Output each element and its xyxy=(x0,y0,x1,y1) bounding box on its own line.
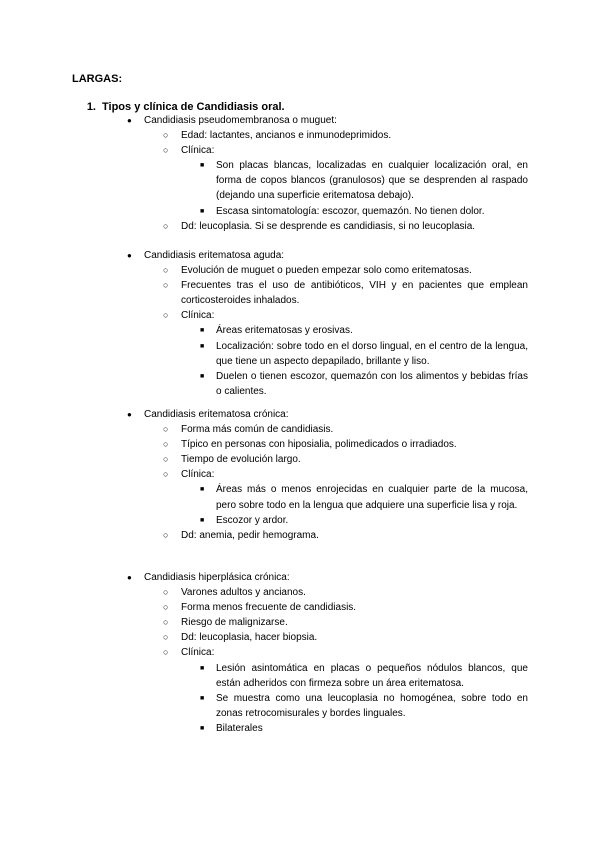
section-title: Candidiasis eritematosa aguda: xyxy=(144,250,285,261)
list-text: Dd: leucoplasia. Si se desprende es candidiasis, si no leucoplasia. xyxy=(181,220,476,232)
list-item xyxy=(0,113,600,128)
list-item xyxy=(0,630,600,645)
list-text: Evolución de muguet o pueden empezar solo como eritematosas. xyxy=(181,265,472,277)
list-item xyxy=(0,128,600,143)
list-text: Típico en personas con hiposialia, polimedicados o irradiados. xyxy=(181,439,457,451)
list-item xyxy=(0,585,600,600)
list-text: Duelen o tienen escozor, quemazón con los alimentos y bebidas frías o calientes. xyxy=(216,370,528,397)
list-text: Forma más común de candidiasis. xyxy=(181,424,334,436)
circle-bullet-icon: ○ xyxy=(163,602,169,613)
list-item xyxy=(0,437,600,452)
circle-bullet-icon: ○ xyxy=(163,617,169,628)
square-bullet-icon: ■ xyxy=(200,724,205,732)
list-item xyxy=(0,691,600,721)
list-text: Forma menos frecuente de candidiasis. xyxy=(181,602,357,614)
circle-bullet-icon: ○ xyxy=(163,220,169,231)
square-bullet-icon: ■ xyxy=(200,207,205,215)
section-title: Candidiasis pseudomembranosa o muguet: xyxy=(144,115,337,126)
list-item xyxy=(0,339,600,369)
list-text: Clínica: xyxy=(181,647,215,659)
list-item xyxy=(0,263,600,278)
list-item xyxy=(0,570,600,585)
list-text: Escozor y ardor. xyxy=(216,514,289,526)
list-item xyxy=(0,721,600,736)
list-item xyxy=(0,645,600,660)
disc-bullet-icon: ● xyxy=(127,410,132,419)
list-text: Dd: anemia, pedir hemograma. xyxy=(181,529,319,541)
list-item xyxy=(0,661,600,691)
list-item xyxy=(0,204,600,219)
section-pseudomembranosa xyxy=(0,113,600,234)
circle-bullet-icon: ○ xyxy=(163,310,169,321)
list-item xyxy=(0,278,600,308)
circle-bullet-icon: ○ xyxy=(163,454,169,465)
list-item xyxy=(0,323,600,338)
item-number: 1. xyxy=(86,101,96,113)
list-item xyxy=(0,248,600,263)
list-text: Edad: lactantes, ancianos e inmunodeprimidos. xyxy=(181,130,392,142)
section-hiperplasica-cronica xyxy=(0,570,600,736)
disc-bullet-icon: ● xyxy=(127,573,132,582)
list-text: Lesión asintomática en placas o pequeños nódulos blancos, que están adheridos con firmeza sobre un área eritematosa. xyxy=(216,662,528,689)
list-text: Tiempo de evolución largo. xyxy=(181,454,301,466)
circle-bullet-icon: ○ xyxy=(163,145,169,156)
section-title: Candidiasis hiperplásica crónica: xyxy=(144,572,290,583)
list-text: Clínica: xyxy=(181,145,215,157)
list-item xyxy=(0,369,600,399)
list-item xyxy=(0,219,600,234)
numbered-item-1 xyxy=(72,100,285,114)
list-text: Dd: leucoplasia, hacer biopsia. xyxy=(181,632,318,644)
circle-bullet-icon: ○ xyxy=(163,130,169,141)
list-text: Riesgo de malignizarse. xyxy=(181,617,288,629)
list-item xyxy=(0,422,600,437)
square-bullet-icon: ■ xyxy=(200,664,205,672)
list-item xyxy=(0,513,600,528)
disc-bullet-icon: ● xyxy=(127,116,132,125)
circle-bullet-icon: ○ xyxy=(163,469,169,480)
list-text: Se muestra como una leucoplasia no homogénea, sobre todo en zonas retrocomisurales y bordes linguales. xyxy=(216,692,528,719)
list-text: Frecuentes tras el uso de antibióticos, VIH y en pacientes que emplean corticosteroides inhalados. xyxy=(181,280,528,307)
list-item xyxy=(0,528,600,543)
circle-bullet-icon: ○ xyxy=(163,632,169,643)
list-text: Clínica: xyxy=(181,469,215,481)
list-text: Áreas eritematosas y erosivas. xyxy=(216,325,353,337)
list-text: Son placas blancas, localizadas en cualquier localización oral, en forma de copos blancos (granulosos) que se desprenden al raspado (dejando una superficie eritematosa debajo). xyxy=(216,160,528,202)
square-bullet-icon: ■ xyxy=(200,486,205,494)
list-item xyxy=(0,482,600,512)
circle-bullet-icon: ○ xyxy=(163,587,169,598)
disc-bullet-icon: ● xyxy=(127,251,132,260)
circle-bullet-icon: ○ xyxy=(163,265,169,276)
list-text: Escasa sintomatología: escozor, quemazón. No tienen dolor. xyxy=(216,205,485,217)
circle-bullet-icon: ○ xyxy=(163,529,169,540)
list-item xyxy=(0,452,600,467)
list-item xyxy=(0,600,600,615)
list-text: Bilaterales xyxy=(216,722,263,734)
circle-bullet-icon: ○ xyxy=(163,424,169,435)
page-heading: LARGAS: xyxy=(72,73,123,85)
list-text: Clínica: xyxy=(181,310,215,322)
list-item xyxy=(0,158,600,203)
list-text: Áreas más o menos enrojecidas en cualquier parte de la mucosa, pero sobre todo en la lengua que adquiere una superficie lisa y roja. xyxy=(216,484,528,511)
list-item xyxy=(0,308,600,323)
list-item xyxy=(0,467,600,482)
square-bullet-icon: ■ xyxy=(200,372,205,380)
square-bullet-icon: ■ xyxy=(200,516,205,524)
list-item xyxy=(0,615,600,630)
section-title: Candidiasis eritematosa crónica: xyxy=(144,409,289,420)
square-bullet-icon: ■ xyxy=(200,694,205,702)
section-eritematosa-aguda xyxy=(0,248,600,399)
square-bullet-icon: ■ xyxy=(200,342,205,350)
list-item xyxy=(0,143,600,158)
square-bullet-icon: ■ xyxy=(200,162,205,170)
list-item xyxy=(0,407,600,422)
circle-bullet-icon: ○ xyxy=(163,439,169,450)
list-text: Varones adultos y ancianos. xyxy=(181,587,306,599)
item-title: Tipos y clínica de Candidiasis oral. xyxy=(102,101,285,113)
section-eritematosa-cronica xyxy=(0,407,600,543)
square-bullet-icon: ■ xyxy=(200,327,205,335)
list-text: Localización: sobre todo en el dorso lingual, en el centro de la lengua, que tiene un aspecto depapilado, brillante y liso. xyxy=(216,340,528,367)
circle-bullet-icon: ○ xyxy=(163,647,169,658)
circle-bullet-icon: ○ xyxy=(163,280,169,291)
